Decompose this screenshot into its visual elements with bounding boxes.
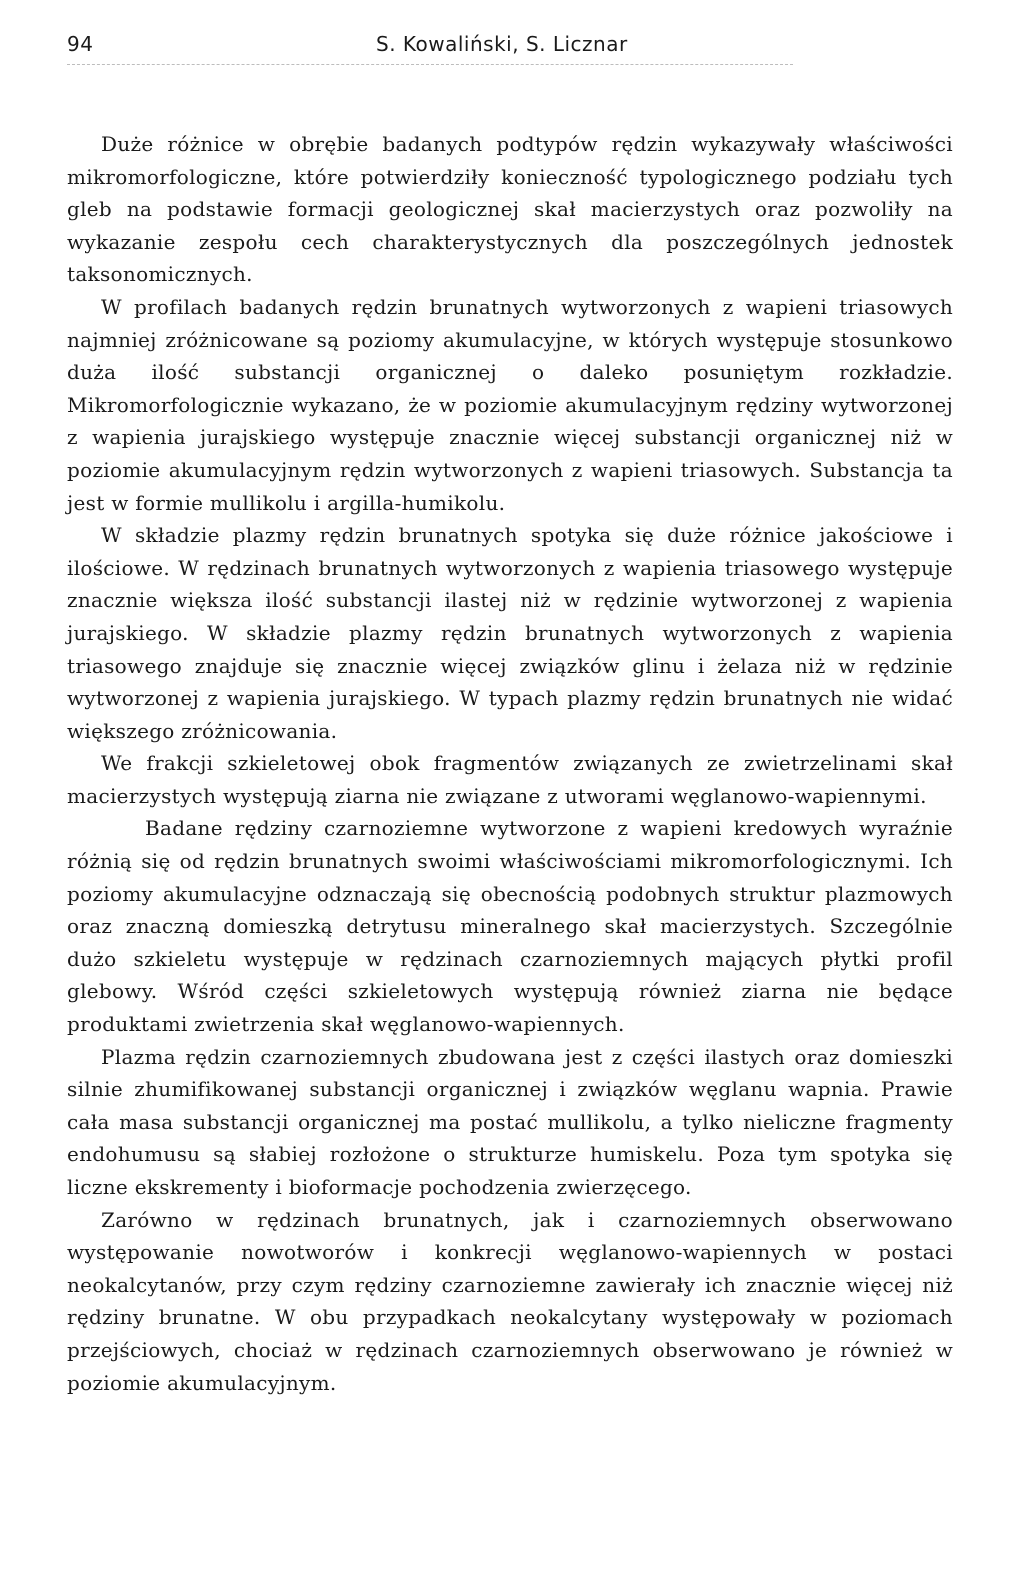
paragraph-2: W profilach badanych rędzin brunatnych wytworzonych z wapieni triasowych najmniej zróżnicowane są poziomy akumulacyjne, w których występuje stosunkowo duża ilość substancji organicznej o daleko posuniętym rozkładzie. Mikromorfologicznie wykazano, że w poziomie akumulacyjnym rędziny wytworzonej z wapienia jurajskiego występuje znacznie więcej substancji organicznej niż w poziomie akumulacyjnym rędzin wytworzonych z wapieni triasowych. Substancja ta jest w formie mullikolu i argilla-humikolu.	[67, 294, 953, 515]
paragraph-1: Duże różnice w obrębie badanych podtypów rędzin wykazywały właściwości mikromorfologiczne, które potwierdziły konieczność typologicznego podziału tych gleb na podstawie formacji geologicznej skał macierzystych oraz pozwoliły na wykazanie zespołu cech charakterystycznych dla poszczególnych jednostek taksonomicznych.	[67, 132, 953, 287]
document-page	[67, 30, 953, 1399]
running-head-authors: S. Kowaliński, S. Licznar	[376, 32, 628, 56]
paragraph-6: Plazma rędzin czarnoziemnych zbudowana jest z części ilastych oraz domieszki silnie zhumifikowanej substancji organicznej i związków węglanu wapnia. Prawie cała masa substancji organicznej ma postać mullikolu, a tylko nieliczne fragmenty endohumusu są słabiej rozłożone o strukturze humiskelu. Poza tym spotyka się liczne ekskrementy i bioformacje pochodzenia zwierzęcego.	[67, 1044, 953, 1199]
header-rule	[67, 64, 793, 65]
body-text	[67, 128, 953, 1399]
paragraph-5: Badane rędziny czarnoziemne wytworzone z wapieni kredowych wyraźnie różnią się od rędzin brunatnych swoimi właściwościami mikromorfologicznymi. Ich poziomy akumulacyjne odznaczają się obecnością podobnych struktur plazmowych oraz znaczną domieszką detrytusu mineralnego skał macierzystych. Szczególnie dużo szkieletu występuje w rędzinach czarnoziemnych mających płytki profil glebowy. Wśród części szkieletowych występują również ziarna nie będące produktami zwietrzenia skał węglanowo-wapiennych.	[67, 816, 953, 1037]
page-number: 94	[67, 32, 94, 56]
paragraph-3: W składzie plazmy rędzin brunatnych spotyka się duże różnice jakościowe i ilościowe. W rędzinach brunatnych wytworzonych z wapienia triasowego występuje znacznie większa ilość substancji ilastej niż w rędzinie wytworzonej z wapienia jurajskiego. W składzie plazmy rędzin brunatnych wytworzonych z wapienia triasowego znajduje się znacznie więcej związków glinu i żelaza niż w rędzinie wytworzonej z wapienia jurajskiego. W typach plazmy rędzin brunatnych nie widać większego zróżnicowania.	[67, 523, 953, 743]
paragraph-7: Zarówno w rędzinach brunatnych, jak i czarnoziemnych obserwowano występowanie nowotworów i konkrecji węglanowo-wapiennych w postaci neokalcytanów, przy czym rędziny czarnoziemne zawierały ich znacznie więcej niż rędziny brunatne. W obu przypadkach neokalcytany występowały w poziomach przejściowych, chociaż w rędzinach czarnoziemnych obserwowano je również w poziomie akumulacyjnym.	[67, 1207, 953, 1395]
page-header	[67, 30, 953, 66]
paragraph-4: We frakcji szkieletowej obok fragmentów związanych ze zwietrzelinami skał macierzystych występują ziarna nie związane z utworami węglanowo-wapiennymi.	[67, 751, 953, 808]
